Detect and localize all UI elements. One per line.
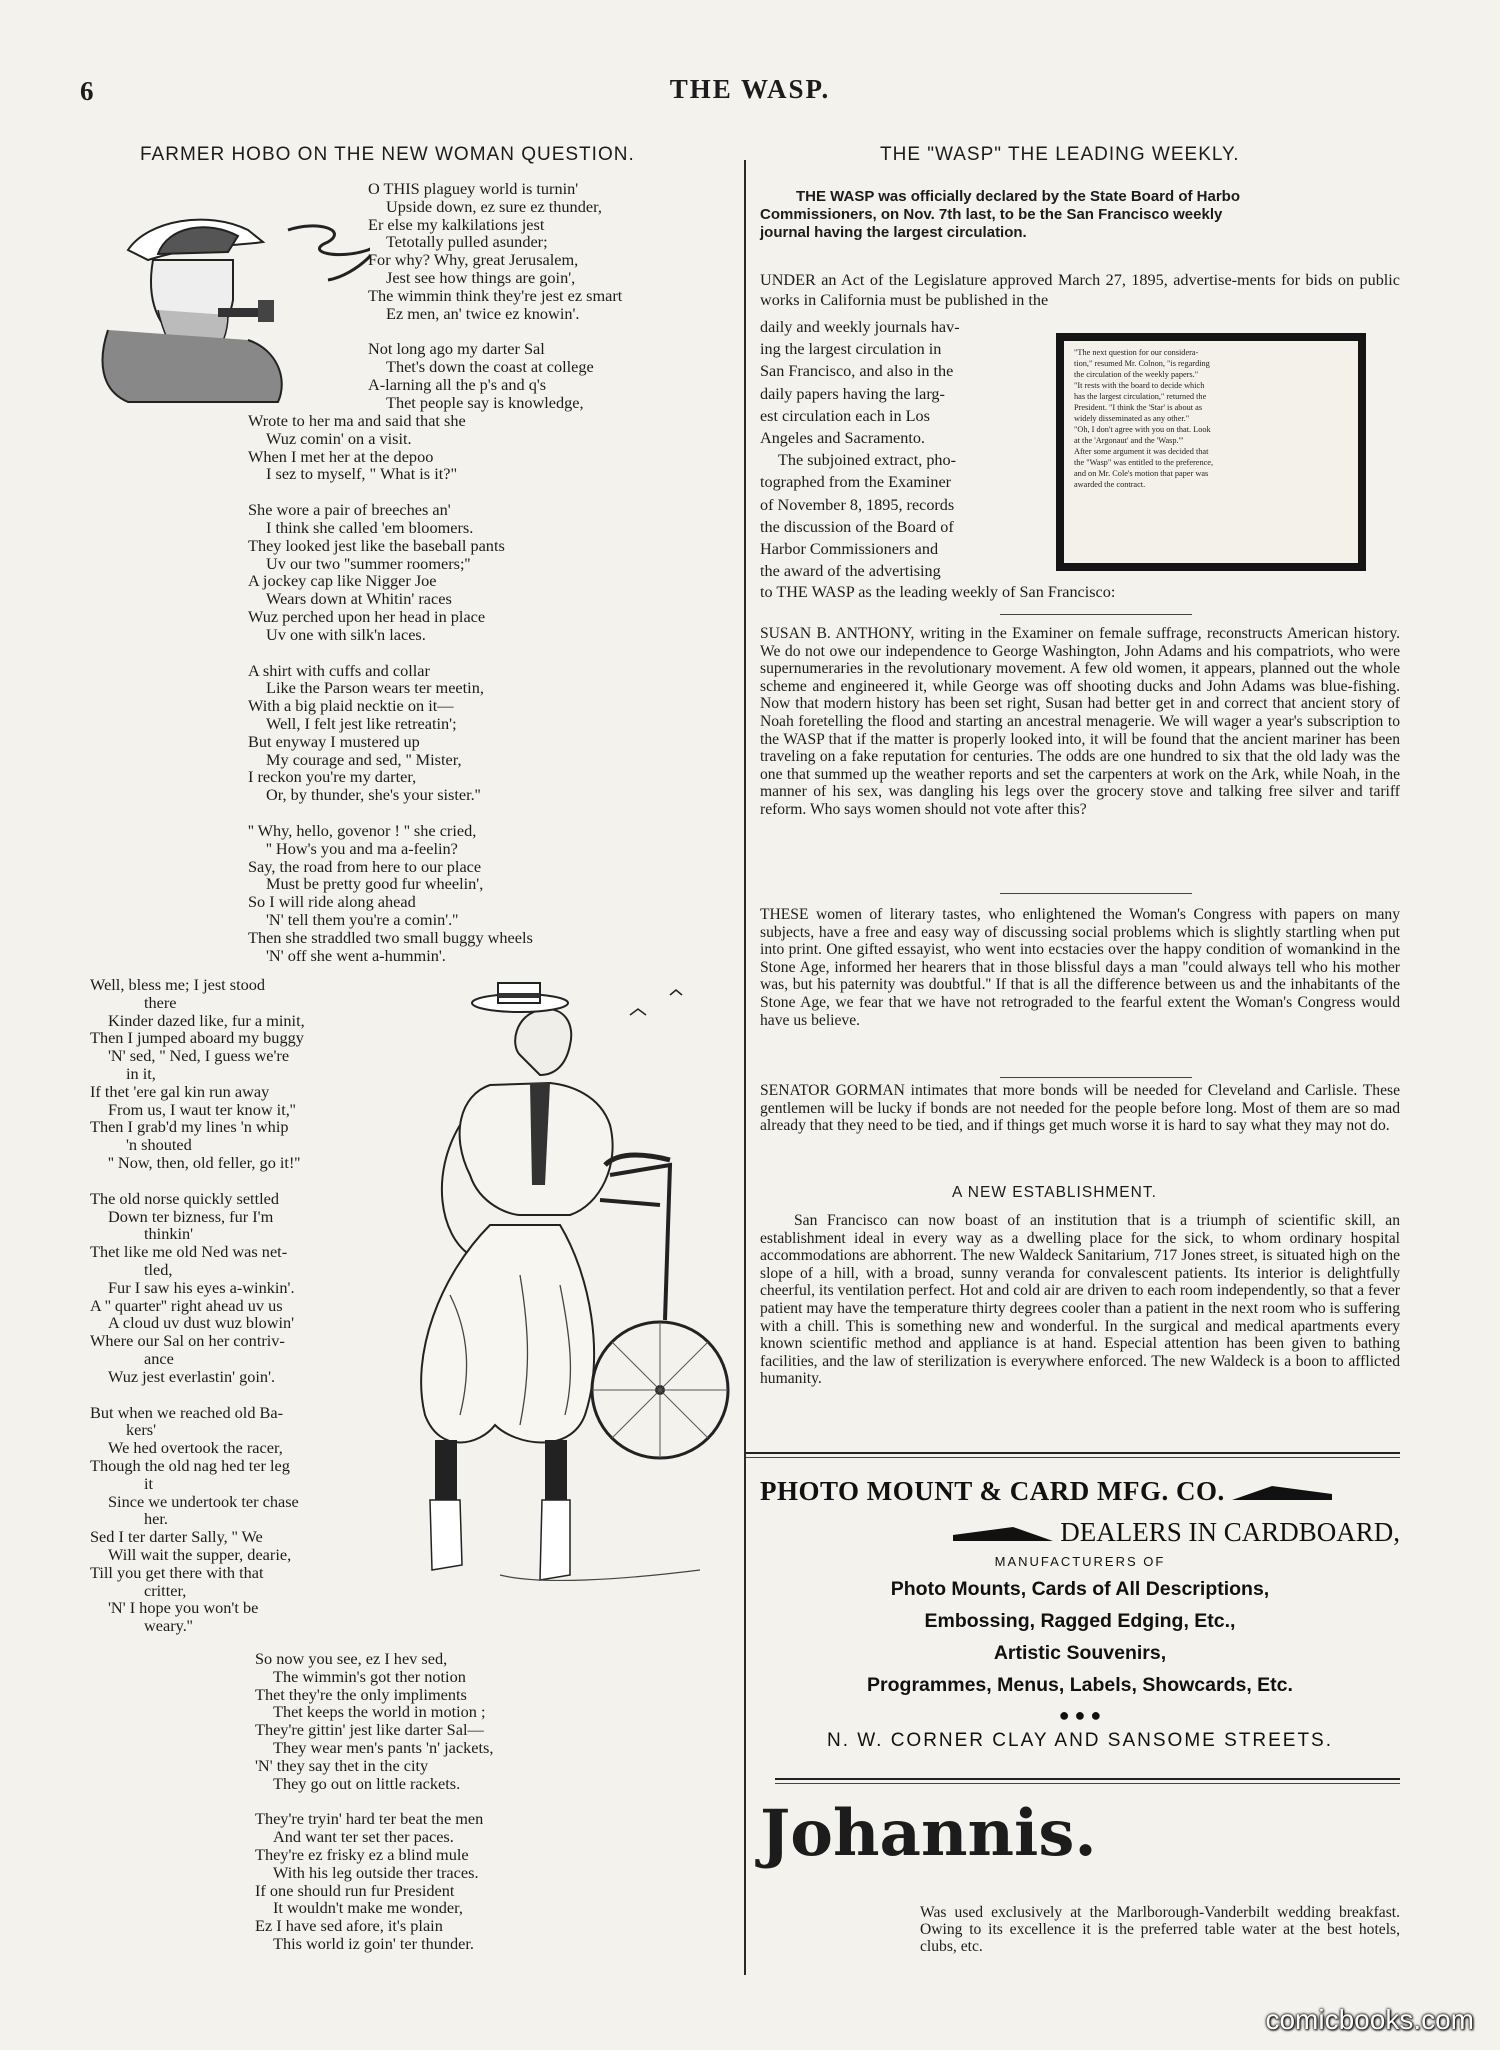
text-line: daily papers having the larg- [760, 384, 945, 403]
text-line: ing the largest circulation in [760, 340, 942, 359]
text-line: the discussion of the Board of [760, 517, 954, 536]
verse-line: Not long ago my darter Sal [368, 339, 545, 359]
clipping-line: "It rests with the board to decide which [1074, 381, 1205, 390]
stanza [368, 340, 622, 411]
verse-line: 'N' off she went a-hummin'. [266, 945, 446, 965]
verse-line: her. [144, 1509, 168, 1529]
notice-line: journal having the largest circulation. [760, 224, 1027, 241]
verse-line: Like the Parson wears ter meetin, [266, 678, 484, 698]
verse-line: They wear men's pants 'n' jackets, [273, 1737, 494, 1757]
verse-line: '' Now, then, old feller, go it!'' [108, 1152, 301, 1172]
verse-line: 'N' tell them you're a comin'.'' [266, 909, 459, 929]
verse-line: Down ter bizness, fur I'm [108, 1206, 274, 1226]
verse-line: But when we reached old Ba- [90, 1402, 284, 1422]
verse-line: 'N' sed, '' Ned, I guess we're [108, 1046, 290, 1066]
verse-line: Wuz perched upon her head in place [248, 606, 486, 626]
gorman-paragraph: SENATOR GORMAN intimates that more bonds will be needed for Cleveland and Carlisle. These gentlemen will be lucky if bonds are not needed for the people before long. Most of them are so mad already that they need to be tied, and if things get much worse it is hard to say what they may not do. [760, 1082, 1400, 1135]
separator [1000, 893, 1192, 894]
verse-line: Thet's down the coast at college [386, 357, 594, 377]
verse-line: 'N' they say thet in the city [255, 1755, 429, 1775]
verse-line: With his leg outside ther traces. [273, 1862, 479, 1882]
stanza [255, 1810, 493, 1952]
verse-line: Ez I have sed afore, it's plain [255, 1916, 443, 1936]
verse-line: Wears down at Whitin' races [266, 589, 452, 609]
wasp-article-title: THE "WASP" THE LEADING WEEKLY. [880, 144, 1240, 165]
column-divider [744, 160, 746, 1975]
page-number: 6 [80, 76, 94, 106]
verse-line: Er else my kalkilations jest [368, 214, 545, 234]
stanza [90, 976, 365, 1172]
product-line: Programmes, Menus, Labels, Showcards, Etc. [867, 1674, 1293, 1696]
verse-line: thinkin' [144, 1224, 194, 1244]
verse-line: It wouldn't make me wonder, [273, 1898, 463, 1918]
verse-line: Say, the road from here to our place [248, 856, 482, 876]
verse-line: weary.'' [144, 1616, 193, 1636]
verse-line: Wuz comin' on a visit. [266, 428, 412, 448]
verse-line: For why? Why, great Jerusalem, [368, 250, 579, 270]
verse-line: it [144, 1473, 154, 1493]
ad-company [760, 1476, 1400, 1507]
verse-line: And want ter set ther paces. [273, 1827, 454, 1847]
verse-line: Ez men, an' twice ez knowin'. [386, 303, 580, 323]
verse-line: Uv our two ''summer roomers;'' [266, 553, 471, 573]
clipping-text [1064, 341, 1358, 563]
establishment-paragraph: San Francisco can now boast of an institution that is a triumph of scientific skill, an establishment ideal in every way as a dwelling place for the sick, to whom ordinary hospital accommodations are abhorrent. The new Waldeck Sanitarium, 717 Jones street, is situated high on the slope of a hill, with a broad, sunny veranda for convalescent patients. Its interior is delightfully cheerful, its ventilation perfect. Hot and cold air are driven to each room independently, so that a fever patient may have the temperature thirty degrees cooler than a patient in the next room who is suffering with a chill. This is something new and wonderful. In the surgical and medical apartments every known scientific method and appliance is at hand. Especial attention has been given to bathing facilities, and the law of sterilization is everywhere enforced. The new Waldeck is a boon to afflicted humanity. [760, 1212, 1400, 1388]
verse-line: The old norse quickly settled [90, 1188, 279, 1208]
notice-line: THE WASP was officially declared by the State Board of Harbo [796, 188, 1240, 205]
verse-line: So I will ride along ahead [248, 892, 416, 912]
anthony-paragraph: SUSAN B. ANTHONY, writing in the Examiner on female suffrage, reconstructs American history. We do not owe our independence to George Washington, John Adams and his compatriots, who were supernumeraries in the revolutionary movement. A few old women, it appears, planned out the whole scheme and engineered it, while George was off shooting ducks and John Adams was blue-fishing. Now that modern history has been set right, Susan had better get in and correct that ancient story of Noah foretelling the flood and starting an ancestral menagerie. We will wager a year's subscription to the WASP that if the matter is properly looked into, it will be found that the ancient mariner has been traveling on a fake reputation for centuries. The odds are one hundred to six that the old lady was the one that summed up the weather reports and set the carpenters at work on the Ark, while Noah, in the manner of his sex, was dangling his legs over the grocery stove and talking free silver and tariff reform. Who says women should not vote after this? [760, 625, 1400, 818]
verse-line: '' How's you and ma a-feelin? [266, 838, 458, 858]
verse-line: ance [144, 1348, 174, 1368]
verse-line: 'N' I hope you won't be [108, 1598, 259, 1618]
ad-address: N. W. CORNER CLAY AND SANSOME STREETS. [826, 1730, 1334, 1751]
clipping-line: at the 'Argonaut' and the 'Wasp.'" [1074, 436, 1184, 445]
johannis-text: Was used exclusively at the Marlborough-Vanderbilt wedding breakfast. Owing to its excellence it is the preferred table water at the best hotels, clubs, etc. [920, 1904, 1400, 1955]
text-line: daily and weekly journals hav- [760, 318, 960, 336]
product-line: Embossing, Ragged Edging, Etc., [924, 1610, 1236, 1632]
verse-line: Thet like me old Ned was net- [90, 1242, 288, 1262]
stanza [368, 180, 622, 322]
stanza [248, 822, 533, 964]
verse-line: Uv one with silk'n laces. [266, 624, 426, 644]
verse-line: Then she straddled two small buggy wheels [248, 927, 533, 947]
verse-line: Upside down, ez sure ez thunder, [386, 196, 602, 216]
dots-ornament: ● ● ● [1058, 1705, 1102, 1725]
verse-line: Sed I ter darter Sally, '' We [90, 1527, 263, 1547]
verse-line: O THIS plaguey world is turnin' [368, 179, 579, 198]
verse-line: They're ez frisky ez a blind mule [255, 1844, 469, 1864]
text-line: the award of the advertising [760, 562, 941, 581]
farmer-illustration [88, 180, 370, 405]
notice-line: Commissioners, on Nov. 7th last, to be the San Francisco weekly [760, 206, 1223, 223]
verse-line: They looked jest like the baseball pants [248, 535, 505, 555]
verse-line: Then I grab'd my lines 'n whip [90, 1117, 289, 1137]
stanza [255, 1650, 493, 1792]
verse-line: Well, bless me; I jest stood [90, 975, 266, 994]
clipping-line: has the largest circulation," returned the [1074, 392, 1207, 401]
text-line: The subjoined extract, pho- [778, 451, 957, 470]
verse-line: Kinder dazed like, fur a minit, [108, 1010, 305, 1030]
verse-line: kers' [126, 1420, 157, 1440]
verse-line: She wore a pair of breeches an' [248, 500, 451, 520]
poem-stanzas-left [90, 976, 365, 1653]
woman-bicycle-illustration [370, 975, 730, 1620]
company-name: PHOTO MOUNT & CARD MFG. CO. [760, 1476, 1225, 1506]
examiner-clipping [1056, 333, 1366, 571]
clipping-line: and on Mr. Cole's motion that paper was [1074, 469, 1209, 478]
clipping-line: "Oh, I don't agree with you on that. Look [1074, 425, 1211, 434]
masthead: THE WASP. [669, 74, 831, 104]
verse-line: I reckon you're my darter, [248, 767, 417, 787]
verse-line: 'n shouted [126, 1135, 192, 1155]
establishment-title: A NEW ESTABLISHMENT. [952, 1184, 1157, 1201]
text-line: tographed from the Examiner [760, 473, 952, 492]
ad-border-bottom [775, 1778, 1400, 1780]
verse-line: Where our Sal on her contriv- [90, 1331, 285, 1351]
verse-line: Tetotally pulled asunder; [386, 232, 548, 252]
verse-line: Well, I felt jest like retreatin'; [266, 713, 457, 733]
ad-dealers [760, 1517, 1400, 1548]
verse-line: If thet 'ere gal kin run away [90, 1081, 270, 1101]
verse-line: Wrote to her ma and said that she [248, 411, 466, 430]
verse-line: They're tryin' hard ter beat the men [255, 1809, 484, 1829]
verse-line: Fur I saw his eyes a-winkin'. [108, 1277, 295, 1297]
text-line: est circulation each in Los [760, 406, 930, 425]
stanza [248, 662, 533, 804]
wedge-ornament-icon [1232, 1486, 1332, 1502]
verse-line: in it, [126, 1063, 156, 1083]
watermark: comicbooks.com [1265, 2004, 1474, 2035]
wasp-official-notice [760, 188, 1400, 242]
clipping-line: President. "I think the 'Star' is about as [1074, 403, 1203, 412]
verse-line: A '' quarter'' right ahead uv us [90, 1295, 283, 1315]
verse-line: I think she called 'em bloomers. [266, 517, 474, 537]
text-line: Angeles and Sacramento. [760, 429, 925, 448]
separator [1000, 1077, 1192, 1078]
verse-line: When I met her at the depoo [248, 446, 434, 466]
verse-line: critter, [144, 1580, 187, 1600]
verse-line: A shirt with cuffs and collar [248, 660, 430, 680]
product-line: Photo Mounts, Cards of All Descriptions, [890, 1578, 1270, 1600]
verse-line: Jest see how things are goin', [386, 267, 576, 287]
poem-stanzas-mid [248, 412, 533, 982]
verse-line: The wimmin think they're jest ez smart [368, 285, 623, 305]
literary-paragraph: THESE women of literary tastes, who enlightened the Woman's Congress with papers on many subjects, have a free and easy way of discussing social problems which is slightly startling when put into print. One gifted essayist, who went into ecstacies over the happy condition of womankind in the Stone Age, informed her hearers that in those blissful days a man ''could always tell who his mother was, but his paternity was doubtful.'' If that is all the difference between us and the inhabitants of the Stone Age, we fear that we have not retrograded to the fearful extent the Woman's Congress would have us believe. [760, 906, 1400, 1029]
verse-line: With a big plaid necktie on it— [248, 696, 454, 716]
wasp-para-narrow [760, 316, 1022, 582]
text-line: San Francisco, and also in the [760, 362, 954, 381]
verse-line: Must be pretty good fur wheelin', [266, 874, 484, 894]
clipping-line: widely disseminated as any other." [1074, 414, 1190, 423]
text-line: Harbor Commissioners and [760, 540, 939, 559]
verse-line: Since we undertook ter chase [108, 1491, 299, 1511]
verse-line: Though the old nag hed ter leg [90, 1455, 290, 1475]
verse-line: The wimmin's got ther notion [273, 1666, 466, 1686]
verse-line: I sez to myself, " What is it?" [266, 464, 458, 484]
verse-line: Thet they're the only impliments [255, 1684, 467, 1704]
clipping-line: After some argument it was decided that [1074, 447, 1209, 456]
verse-line: Will wait the supper, dearie, [108, 1544, 292, 1564]
clipping-line: the "Wasp" was entitled to the preference, [1074, 458, 1214, 467]
manufacturers-label: MANUFACTURERS OF [994, 1554, 1166, 1569]
verse-line: tled, [144, 1259, 173, 1279]
dealers-line: DEALERS IN CARDBOARD, [1060, 1517, 1400, 1547]
verse-line: A-larning all the p's and q's [368, 374, 547, 394]
verse-line: there [144, 992, 177, 1012]
verse-line: Or, by thunder, she's your sister.'' [266, 785, 481, 805]
verse-line: My courage and sed, '' Mister, [266, 749, 462, 769]
verse-line: '' Why, hello, govenor ! '' she cried, [248, 820, 477, 840]
poem-stanzas-bottom [255, 1650, 493, 1971]
verse-line: A cloud uv dust wuz blowin' [108, 1313, 295, 1333]
verse-line: Then I jumped aboard my buggy [90, 1028, 304, 1048]
verse-line: So now you see, ez I hev sed, [255, 1649, 448, 1668]
separator [1000, 614, 1192, 615]
clipping-line: awarded the contract. [1074, 480, 1146, 489]
text-line: of November 8, 1895, records [760, 495, 955, 514]
verse-line: A jockey cap like Nigger Joe [248, 571, 437, 591]
ad-border-bottom-thin [775, 1783, 1400, 1784]
verse-line: We hed overtook the racer, [108, 1438, 283, 1458]
verse-line: Till you get there with that [90, 1562, 264, 1582]
verse-line: They're gittin' jest like darter Sal— [255, 1720, 484, 1740]
clipping-line: "The next question for our considera- [1074, 348, 1199, 357]
wasp-para-1: UNDER an Act of the Legislature approved March 27, 1895, advertise-ments for bids on public works in California must be published in the [760, 271, 1400, 309]
verse-line: But enyway I mustered up [248, 731, 420, 751]
johannis-brand: Johannis. [760, 1796, 1097, 1871]
wasp-para-2-end: to THE WASP as the leading weekly of San Francisco: [760, 583, 1116, 601]
verse-line: Thet keeps the world in motion ; [273, 1702, 486, 1722]
stanza [248, 501, 533, 643]
poem-title: FARMER HOBO ON THE NEW WOMAN QUESTION. [140, 144, 635, 165]
ad-border-top [746, 1452, 1400, 1454]
verse-line: From us, I waut ter know it,'' [108, 1099, 296, 1119]
poem-stanzas-top [368, 180, 622, 430]
verse-line: Wuz jest everlastin' goin'. [108, 1366, 276, 1386]
product-line: Artistic Souvenirs, [993, 1642, 1167, 1664]
ad-border-top-thin [746, 1457, 1400, 1458]
stanza [90, 1404, 365, 1635]
verse-line: Thet people say is knowledge, [386, 392, 584, 412]
products-list [760, 1573, 1400, 1701]
stanza [90, 1190, 365, 1386]
wedge-ornament-icon [953, 1527, 1053, 1543]
verse-line: They go out on little rackets. [273, 1773, 461, 1793]
verse-line: If one should run fur President [255, 1880, 455, 1900]
verse-line: This world iz goin' ter thunder. [273, 1933, 474, 1953]
clipping-line: tion," resumed Mr. Colnon, "is regarding [1074, 359, 1210, 368]
stanza [248, 412, 533, 483]
clipping-line: the circulation of the weekly papers." [1074, 370, 1199, 379]
photo-mount-ad [760, 1476, 1400, 1786]
